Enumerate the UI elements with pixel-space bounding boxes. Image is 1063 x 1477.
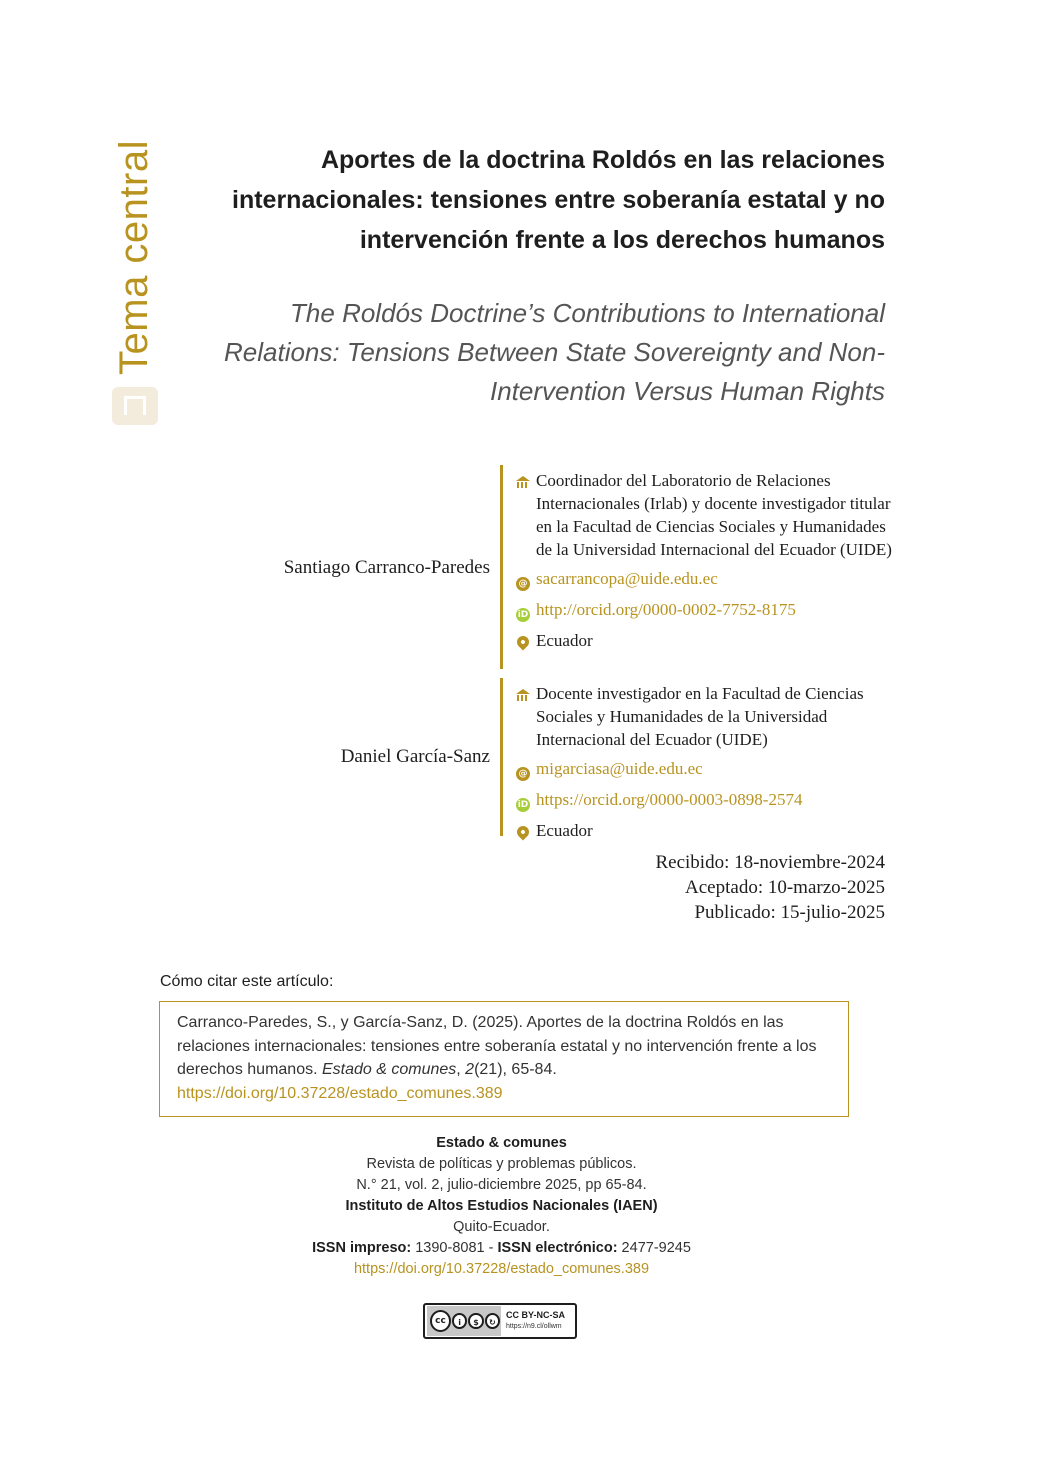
footer-institute: Instituto de Altos Estudios Nacionales (IAEN) [345,1198,658,1214]
affiliation-text: Coordinador del Laboratorio de Relaciones Internacionales (Irlab) y docente investigador titular en la Facultad de Ciencias Sociales y Humanidades de la Universidad Internacional del Ecuador (UIDE) [536,471,892,559]
email-icon: @ [516,767,530,781]
citation-heading: Cómo citar este artículo: [160,973,334,990]
email-line [516,567,896,592]
journal-logo-icon [112,387,158,425]
by-icon: i [452,1313,467,1329]
author-name: Santiago Carranco-Paredes [283,557,490,578]
article-title-es: Aportes de la doctrina Roldós en las relaciones internacionales: tensiones entre soberanía estatal y no intervención frente a los derechos humanos [232,146,885,254]
issn-print-label: ISSN impreso: [312,1240,412,1256]
footer-issue: N.° 21, vol. 2, julio-diciembre 2025, pp 65-84. [356,1177,647,1193]
license-icons [427,1306,501,1336]
location-pin-icon [515,634,532,651]
author-divider [500,678,503,836]
nc-icon: $ [468,1313,483,1329]
country-text: Ecuador [536,631,593,650]
institution-icon [516,476,530,488]
country-text: Ecuador [536,821,593,840]
orcid-icon: iD [517,610,529,620]
author-divider [500,465,503,669]
orcid-link[interactable]: http://orcid.org/0000-0002-7752-8175 [536,600,796,619]
footer-subtitle: Revista de políticas y problemas públicos. [366,1156,637,1172]
country-line [516,629,896,654]
author-name: Daniel García-Sanz [340,746,490,767]
footer-city: Quito-Ecuador. [453,1219,550,1235]
author-info [516,682,896,850]
received-date: Recibido: 18-noviembre-2024 [655,852,885,873]
issn-print: 1390-8081 - [411,1240,498,1256]
email-line [516,757,896,782]
journal-footer [0,1133,1003,1280]
sa-icon: ↻ [485,1313,500,1329]
issn-online: 2477-9245 [617,1240,691,1256]
citation-doi-link[interactable]: https://doi.org/10.37228/estado_comunes.389 [177,1084,503,1102]
orcid-link[interactable]: https://orcid.org/0000-0003-0898-2574 [536,790,803,809]
citation-journal: Estado & comunes [321,1061,457,1078]
affiliation-text: Docente investigador en la Facultad de Ciencias Sociales y Humanidades de la Universidad Internacional del Ecuador (UIDE) [536,684,864,749]
affiliation-line [516,469,896,561]
orcid-line [516,788,896,813]
license-badge[interactable] [423,1303,577,1339]
footer-issn [0,1238,1003,1259]
location-pin-icon [515,824,532,841]
citation-issue-pages: (21), 65-84. [474,1061,557,1078]
section-band [108,140,160,425]
article-dates [655,850,885,925]
orcid-icon: iD [517,800,529,810]
cc-icon: cc [430,1310,451,1332]
email-icon: @ [516,577,530,591]
section-label: Tema central [112,140,156,375]
institution-icon [516,689,530,701]
citation-separator: , [456,1061,466,1078]
citation-volume: 2 [465,1061,475,1078]
author-block-1 [160,465,900,669]
author-info [516,469,896,660]
country-line [516,819,896,844]
license-url[interactable]: https://n9.cl/ollwm [506,1323,562,1330]
affiliation-line [516,682,896,751]
accepted-date: Aceptado: 10-marzo-2025 [685,877,885,898]
citation-box [159,1001,849,1117]
published-date: Publicado: 15-julio-2025 [694,902,885,923]
orcid-line [516,598,896,623]
email-link[interactable]: migarciasa@uide.edu.ec [536,759,703,778]
article-title-en: The Roldós Doctrine’s Contributions to International Relations: Tensions Between State Sovereignty and Non-Intervention Versus Human Rights [224,298,885,406]
author-block-2 [160,678,900,840]
citation-text: Carranco-Paredes, S., y García-Sanz, D. (2025). Aportes de la doctrina Roldós en las relaciones internacionales: tensiones entre soberanía estatal y no intervención frente a los derechos humanos. [177,1014,817,1078]
issn-online-label: ISSN electrónico: [497,1240,618,1256]
license-label: CC BY-NC-SA [506,1310,566,1320]
email-link[interactable]: sacarrancopa@uide.edu.ec [536,569,718,588]
footer-journal: Estado & comunes [436,1135,567,1151]
footer-doi-link[interactable]: https://doi.org/10.37228/estado_comunes.389 [353,1261,650,1277]
